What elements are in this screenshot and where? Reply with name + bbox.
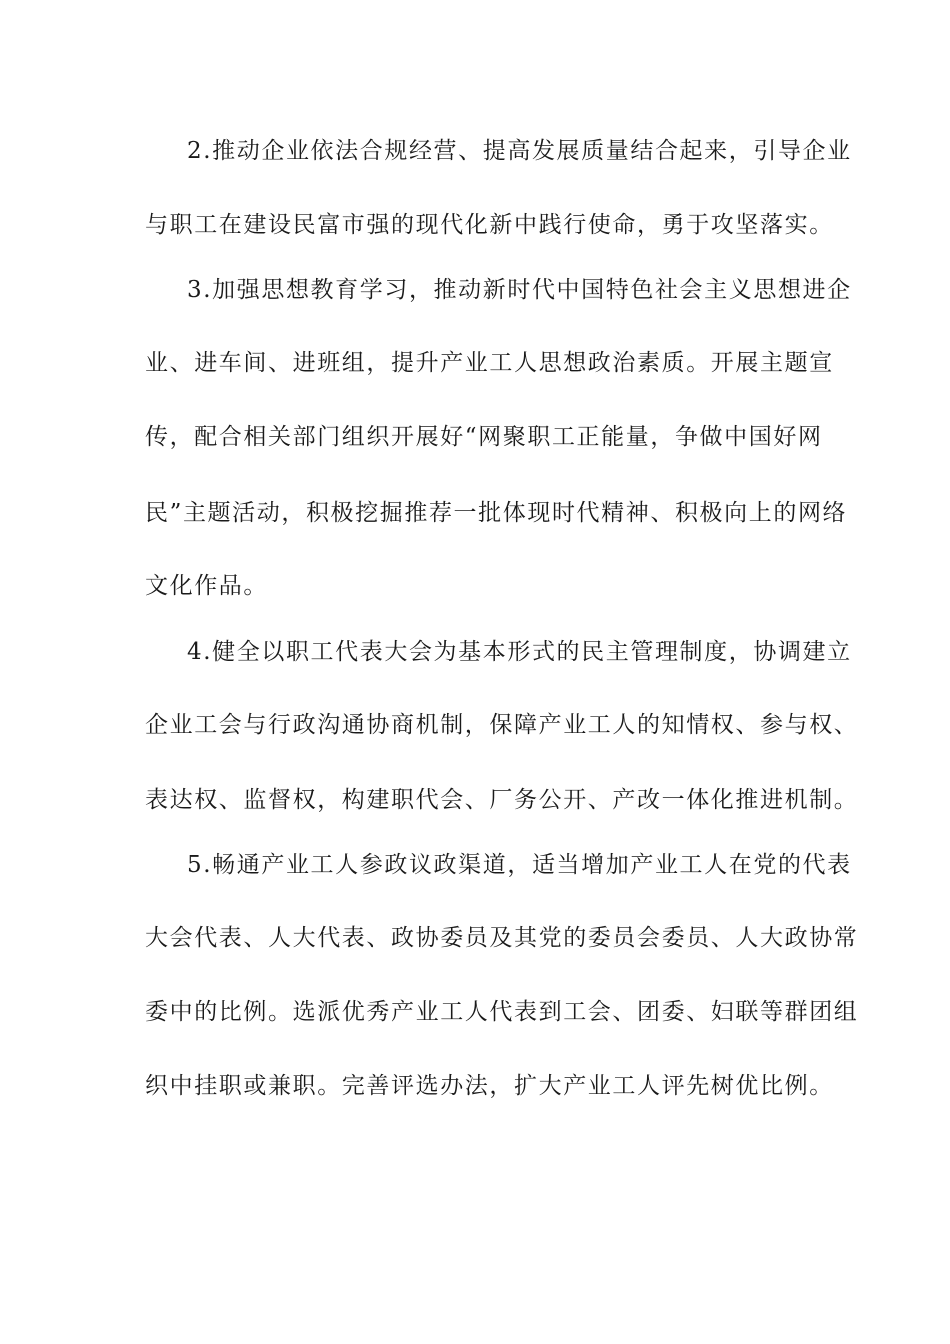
paragraph-line: 委中的比例。选派优秀产业工人代表到工会、团委、妇联等群团组 — [145, 999, 859, 1025]
paragraph-line: 民”主题活动，积极挖掘推荐一批体现时代精神、积极向上的网络 — [145, 500, 848, 526]
paragraph-line: 大会代表、人大代表、政协委员及其党的委员会委员、人大政协常 — [145, 925, 859, 951]
paragraph-line: 4.健全以职工代表大会为基本形式的民主管理制度，协调建立 — [187, 639, 852, 665]
paragraph-line: 传，配合相关部门组织开展好“网聚职工正能量，争做中国好网 — [145, 424, 823, 450]
paragraph-line: 文化作品。 — [145, 573, 268, 599]
paragraph-line: 织中挂职或兼职。完善评选办法，扩大产业工人评先树优比例。 — [145, 1073, 834, 1099]
paragraph-line: 表达权、监督权，构建职代会、厂务公开、产改一体化推进机制。 — [145, 787, 859, 813]
paragraph-line: 5.畅通产业工人参政议政渠道，适当增加产业工人在党的代表 — [187, 852, 852, 878]
paragraph-line: 业、进车间、进班组，提升产业工人思想政治素质。开展主题宣 — [145, 350, 834, 376]
paragraph-line: 企业工会与行政沟通协商机制，保障产业工人的知情权、参与权、 — [145, 712, 859, 738]
paragraph-line: 3.加强思想教育学习，推动新时代中国特色社会主义思想进企 — [187, 277, 852, 303]
paragraph-line: 2.推动企业依法合规经营、提高发展质量结合起来，引导企业 — [187, 138, 852, 164]
paragraph-line: 与职工在建设民富市强的现代化新中践行使命，勇于攻坚落实。 — [145, 212, 834, 238]
